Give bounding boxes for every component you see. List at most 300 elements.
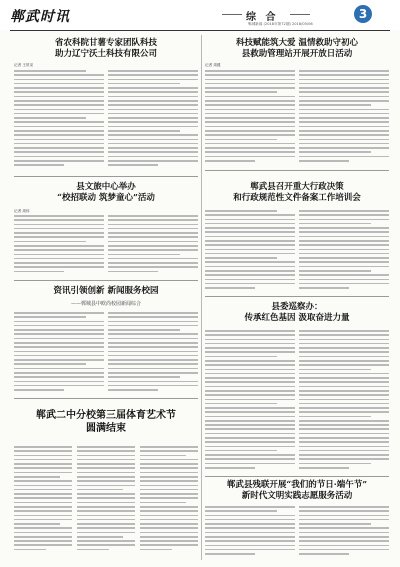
right-article-1-byline: 记者 周健 — [205, 63, 221, 67]
body-text-line — [299, 261, 389, 263]
body-text-line — [14, 126, 104, 128]
left-article-2-body-col1 — [14, 215, 104, 277]
body-text-line — [205, 147, 295, 149]
body-text-line — [140, 489, 198, 491]
body-text-line — [205, 515, 295, 517]
left-article-4-headline-line2: 圆满结束 — [86, 422, 126, 434]
body-text-line — [299, 454, 389, 456]
body-text-line — [14, 549, 46, 551]
body-text-line — [140, 463, 198, 465]
body-text-line — [205, 279, 295, 281]
body-text-line — [77, 480, 135, 482]
body-text-line — [108, 126, 198, 128]
body-text-line — [140, 493, 198, 495]
page-number-badge: 3 — [354, 5, 372, 23]
body-text-line — [299, 87, 389, 89]
body-text-line — [140, 510, 198, 512]
body-text-line — [14, 156, 104, 158]
body-text-line — [205, 91, 277, 93]
body-text-line — [299, 424, 389, 426]
body-text-line — [14, 476, 60, 478]
body-text-line — [205, 351, 295, 353]
body-text-line — [299, 441, 389, 443]
body-text-line — [205, 134, 295, 136]
body-text-line — [77, 515, 135, 517]
body-text-line — [14, 254, 104, 256]
body-text-line — [108, 147, 198, 149]
body-text-line — [14, 100, 104, 102]
body-text-line — [14, 266, 104, 268]
body-text-line — [299, 79, 389, 81]
body-text-line — [205, 450, 277, 452]
body-text-line — [299, 113, 389, 115]
body-text-line — [140, 515, 198, 517]
body-text-line — [14, 459, 72, 461]
right-article-2-body-col1 — [205, 210, 295, 292]
body-text-line — [108, 104, 198, 106]
body-text-line — [205, 532, 295, 534]
left-article-1-body-col2 — [108, 70, 198, 170]
body-text-line — [299, 519, 389, 521]
body-text-line — [205, 343, 295, 345]
body-text-line — [14, 121, 104, 123]
body-text-line — [14, 510, 72, 512]
body-text-line — [299, 134, 389, 136]
body-text-line — [205, 381, 295, 383]
left-article-4-headline-line1: 郸武二中分校第三届体育艺术节 — [36, 410, 176, 421]
body-text-line — [14, 372, 104, 374]
body-text-line — [299, 463, 371, 465]
body-text-line — [108, 262, 198, 264]
right-divider-3 — [205, 476, 389, 477]
body-text-line — [205, 454, 295, 456]
body-text-line — [299, 219, 389, 221]
body-text-line — [140, 497, 198, 499]
body-text-line — [14, 489, 72, 491]
body-text-line — [299, 104, 371, 106]
body-text-line — [299, 100, 389, 102]
body-text-line — [205, 287, 255, 289]
body-text-line — [205, 96, 295, 98]
body-text-line — [140, 459, 198, 461]
body-text-line — [299, 532, 389, 534]
body-text-line — [205, 266, 295, 268]
body-text-line — [205, 253, 295, 255]
body-text-line — [299, 143, 389, 145]
body-text-line — [14, 540, 72, 542]
body-text-line — [108, 389, 158, 391]
body-text-line — [299, 83, 389, 85]
body-text-line — [299, 545, 389, 547]
body-text-line — [77, 527, 135, 529]
body-text-line — [14, 446, 72, 448]
body-text-line — [205, 519, 295, 521]
body-text-line — [14, 109, 104, 111]
body-text-line — [205, 386, 295, 388]
body-text-line — [205, 156, 295, 158]
body-text-line — [108, 316, 198, 318]
body-text-line — [77, 485, 135, 487]
body-text-line — [299, 70, 389, 72]
body-text-line — [299, 227, 389, 229]
body-text-line — [14, 316, 86, 318]
body-text-line — [299, 231, 389, 233]
right-article-2-headline — [205, 182, 389, 203]
left-article-2-headline — [14, 182, 198, 203]
body-text-line — [108, 117, 198, 119]
body-text-line — [14, 325, 104, 327]
body-text-line — [14, 532, 72, 534]
body-text-line — [299, 160, 349, 162]
body-text-line — [14, 355, 104, 357]
right-article-2-headline-line1: 郸武县召开重大行政决策 — [250, 182, 344, 192]
body-text-line — [108, 219, 198, 221]
body-text-line — [205, 113, 295, 115]
body-text-line — [14, 262, 104, 264]
body-text-line — [140, 446, 198, 448]
section-decoration-left — [222, 14, 242, 15]
body-text-line — [299, 420, 389, 422]
body-text-line — [205, 549, 295, 551]
body-text-line — [77, 523, 135, 525]
body-text-line — [14, 228, 104, 230]
body-text-line — [299, 399, 389, 401]
body-text-line — [299, 553, 349, 555]
body-text-line — [299, 74, 389, 76]
body-text-line — [140, 455, 186, 457]
body-text-line — [108, 363, 198, 365]
body-text-line — [299, 540, 389, 542]
body-text-line — [205, 411, 295, 413]
body-text-line — [14, 544, 72, 546]
right-article-3-headline-line1: 县委巡察办： — [271, 302, 323, 312]
body-text-line — [299, 253, 389, 255]
body-text-line — [108, 241, 198, 243]
body-text-line — [77, 472, 135, 474]
body-text-line — [108, 228, 198, 230]
body-text-line — [140, 544, 198, 546]
body-text-line — [14, 87, 104, 89]
body-text-line — [108, 266, 198, 268]
body-text-line — [108, 312, 198, 314]
body-text-line — [205, 87, 295, 89]
body-text-line — [299, 364, 389, 366]
left-article-1-headline-line1: 省农科院甘薯专家团队科技 — [54, 38, 157, 48]
body-text-line — [205, 274, 295, 276]
body-text-line — [14, 338, 104, 340]
body-text-line — [77, 450, 135, 452]
right-article-1-body-col1 — [205, 70, 295, 166]
body-text-line — [108, 121, 198, 123]
body-text-line — [205, 424, 295, 426]
body-text-line — [299, 343, 389, 345]
body-text-line — [140, 476, 198, 478]
body-text-line — [205, 334, 295, 336]
body-text-line — [108, 79, 198, 81]
body-text-line — [77, 540, 135, 542]
body-text-line — [77, 476, 135, 478]
body-text-line — [299, 450, 389, 452]
body-text-line — [108, 91, 198, 93]
body-text-line — [14, 113, 104, 115]
body-text-line — [205, 104, 295, 106]
body-text-line — [299, 96, 389, 98]
body-text-line — [205, 407, 295, 409]
right-article-3-headline-line2: 传承红色基因 汲取奋进力量 — [244, 312, 350, 323]
body-text-line — [205, 330, 295, 332]
body-text-line — [77, 506, 135, 508]
body-text-line — [299, 283, 389, 285]
body-text-line — [205, 403, 277, 405]
left-article-2-headline-line2: “校招联动 筑梦童心”活动 — [57, 192, 155, 203]
body-text-line — [108, 333, 198, 335]
right-article-1-headline — [205, 38, 389, 59]
body-text-line — [299, 156, 389, 158]
body-text-line — [14, 376, 104, 378]
body-text-line — [108, 143, 198, 145]
body-text-line — [205, 356, 277, 358]
body-text-line — [299, 407, 389, 409]
body-text-line — [77, 459, 135, 461]
body-text-line — [205, 553, 255, 555]
body-text-line — [205, 540, 295, 542]
body-text-line — [205, 100, 295, 102]
body-text-line — [205, 231, 295, 233]
body-text-line — [14, 232, 104, 234]
body-text-line — [14, 117, 86, 119]
body-text-line — [108, 164, 158, 166]
left-divider-2 — [14, 280, 198, 281]
left-article-3-subheadline: ——郸城县中欧尚校园新闻综合 — [70, 301, 141, 307]
body-text-line — [299, 117, 389, 119]
body-text-line — [77, 544, 135, 546]
body-text-line — [108, 130, 180, 132]
body-text-line — [77, 502, 135, 504]
body-text-line — [108, 96, 198, 98]
left-article-2-byline: 记者 周伟 — [14, 209, 30, 213]
body-text-line — [14, 271, 64, 273]
body-text-line — [299, 428, 389, 430]
body-text-line — [77, 536, 123, 538]
body-text-line — [14, 164, 64, 166]
body-text-line — [14, 130, 104, 132]
body-text-line — [14, 485, 72, 487]
right-article-4-headline-line1: 郸武县残联开展“我们的节日·端午节” — [226, 480, 368, 490]
body-text-line — [14, 523, 60, 525]
body-text-line — [14, 502, 72, 504]
right-article-4-body-col2 — [299, 506, 389, 558]
body-text-line — [299, 446, 389, 448]
body-text-line — [14, 455, 72, 457]
body-text-line — [108, 376, 180, 378]
body-text-line — [108, 346, 198, 348]
body-text-line — [14, 147, 104, 149]
body-text-line — [14, 463, 72, 465]
left-article-3-body-col1 — [14, 312, 104, 394]
body-text-line — [14, 497, 72, 499]
body-text-line — [205, 527, 295, 529]
body-text-line — [299, 386, 389, 388]
body-text-line — [299, 347, 389, 349]
body-text-line — [205, 257, 277, 259]
body-text-line — [108, 215, 198, 217]
body-text-line — [14, 346, 104, 348]
body-text-line — [108, 372, 198, 374]
body-text-line — [108, 254, 180, 256]
right-divider-2 — [205, 296, 389, 297]
body-text-line — [14, 450, 72, 452]
body-text-line — [108, 100, 198, 102]
body-text-line — [299, 147, 389, 149]
body-text-line — [205, 109, 295, 111]
body-text-line — [205, 70, 295, 72]
left-article-1-body-col1 — [14, 70, 104, 170]
body-text-line — [205, 377, 295, 379]
body-text-line — [299, 91, 389, 93]
left-article-4-headline — [14, 410, 198, 435]
body-text-line — [140, 549, 172, 551]
body-text-line — [108, 321, 198, 323]
body-text-line — [108, 74, 198, 76]
body-text-line — [14, 385, 104, 387]
right-divider-1 — [205, 170, 389, 171]
body-text-line — [205, 536, 295, 538]
body-text-line — [140, 485, 198, 487]
body-text-line — [205, 227, 295, 229]
body-text-line — [108, 134, 198, 136]
body-text-line — [108, 83, 180, 85]
body-text-line — [205, 126, 295, 128]
body-text-line — [108, 236, 198, 238]
section-decoration-right — [290, 14, 310, 15]
body-text-line — [14, 96, 104, 98]
body-text-line — [108, 325, 198, 327]
body-text-line — [299, 109, 389, 111]
body-text-line — [205, 458, 295, 460]
body-text-line — [205, 160, 255, 162]
body-text-line — [14, 139, 104, 141]
body-text-line — [108, 342, 198, 344]
body-text-line — [14, 480, 72, 482]
body-text-line — [205, 210, 277, 212]
body-text-line — [108, 232, 198, 234]
body-text-line — [14, 70, 86, 72]
body-text-line — [205, 74, 295, 76]
body-text-line — [14, 160, 104, 162]
right-article-3-body-col2 — [299, 330, 389, 472]
body-text-line — [140, 480, 198, 482]
body-text-line — [108, 355, 198, 357]
body-text-line — [140, 536, 198, 538]
body-text-line — [14, 359, 104, 361]
body-text-line — [14, 527, 72, 529]
body-text-line — [299, 377, 389, 379]
body-text-line — [140, 506, 198, 508]
body-text-line — [299, 394, 389, 396]
body-text-line — [299, 467, 349, 469]
body-text-line — [299, 458, 389, 460]
body-text-line — [299, 369, 371, 371]
body-text-line — [140, 472, 198, 474]
body-text-line — [108, 258, 198, 260]
body-text-line — [14, 151, 104, 153]
body-text-line — [299, 266, 389, 268]
body-text-line — [299, 151, 371, 153]
body-text-line — [205, 506, 295, 508]
body-text-line — [140, 527, 198, 529]
right-article-1-headline-line1: 科技赋能筑大爱 温情救助守初心 — [236, 38, 358, 48]
body-text-line — [299, 390, 389, 392]
body-text-line — [140, 523, 198, 525]
body-text-line — [77, 510, 135, 512]
body-text-line — [77, 549, 109, 551]
body-text-line — [299, 416, 371, 418]
body-text-line — [14, 312, 104, 314]
body-text-line — [14, 321, 104, 323]
body-text-line — [299, 287, 349, 289]
left-article-4-body-col3 — [140, 446, 198, 556]
body-text-line — [299, 437, 389, 439]
body-text-line — [299, 214, 389, 216]
body-text-line — [205, 236, 295, 238]
body-text-line — [205, 283, 295, 285]
body-text-line — [14, 104, 104, 106]
body-text-line — [14, 74, 104, 76]
column-divider — [201, 35, 202, 560]
body-text-line — [205, 399, 295, 401]
body-text-line — [14, 245, 104, 247]
body-text-line — [205, 79, 295, 81]
body-text-line — [299, 549, 389, 551]
right-article-3-body-col1 — [205, 330, 295, 472]
newspaper-logo: 郸武时讯 — [10, 9, 70, 25]
body-text-line — [205, 240, 295, 242]
body-text-line — [14, 219, 104, 221]
body-text-line — [205, 139, 277, 141]
body-text-line — [205, 428, 295, 430]
body-text-line — [108, 109, 198, 111]
body-text-line — [14, 333, 104, 335]
body-text-line — [77, 467, 135, 469]
body-text-line — [108, 87, 198, 89]
body-text-line — [205, 130, 295, 132]
body-text-line — [108, 249, 198, 251]
body-text-line — [108, 113, 198, 115]
right-article-1-headline-line2: 县救助管理站开展开放日活动 — [241, 48, 353, 59]
body-text-line — [108, 224, 198, 226]
body-text-line — [299, 351, 389, 353]
body-text-line — [14, 515, 72, 517]
body-text-line — [108, 381, 198, 383]
body-text-line — [77, 446, 135, 448]
body-text-line — [108, 368, 198, 370]
right-article-3-headline — [205, 302, 389, 323]
body-text-line — [205, 523, 295, 525]
body-text-line — [299, 270, 371, 272]
body-text-line — [108, 160, 198, 162]
body-text-line — [299, 223, 371, 225]
body-text-line — [14, 79, 104, 81]
body-text-line — [299, 360, 389, 362]
body-text-line — [205, 446, 295, 448]
left-article-2-body-col2 — [108, 215, 198, 277]
body-text-line — [14, 83, 104, 85]
body-text-line — [205, 121, 295, 123]
body-text-line — [299, 236, 389, 238]
body-text-line — [299, 210, 389, 212]
left-article-1-headline-line2: 助力辽宁沃土科技有限公司 — [54, 48, 157, 59]
body-text-line — [77, 532, 135, 534]
